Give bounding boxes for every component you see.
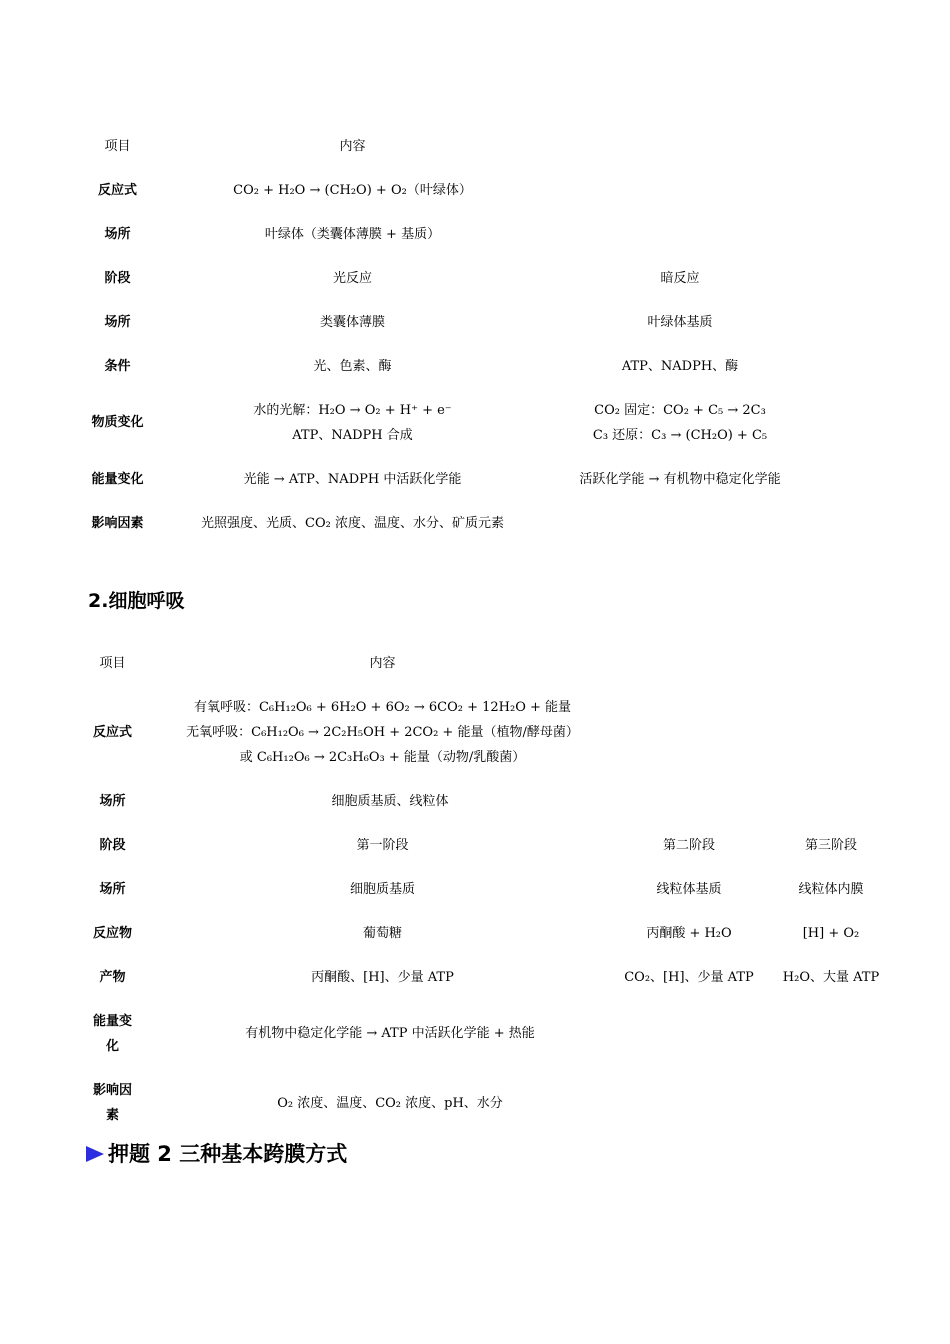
rs-product-s1: 丙酮酸、[H]、少量 ATP bbox=[311, 970, 454, 985]
ps-reaction-label: 反应式 bbox=[97, 183, 137, 198]
rs-stage-site-label: 场所 bbox=[99, 882, 126, 897]
ps-stage-site-light: 类囊体薄膜 bbox=[319, 315, 385, 330]
ps-stage-label: 阶段 bbox=[104, 271, 131, 286]
ps-energy-dark: 活跃化学能 → 有机物中稳定化学能 bbox=[579, 472, 781, 487]
ps-stage-site-label: 场所 bbox=[104, 315, 131, 330]
ps-energy-label: 能量变化 bbox=[91, 472, 144, 487]
rs-stage-site-s1: 细胞质基质 bbox=[349, 882, 415, 897]
rs-stage-site-s3: 线粒体内膜 bbox=[798, 882, 864, 897]
rs-site-value: 细胞质基质、线粒体 bbox=[331, 794, 449, 809]
rs-reactant-label: 反应物 bbox=[92, 926, 132, 941]
rs-reaction-line2: 无氧呼吸：C₆H₁₂O₆ → 2C₂H₅OH + 2CO₂ + 能量（植物/酵母菌） bbox=[186, 725, 579, 740]
ps-condition-label: 条件 bbox=[104, 359, 131, 374]
rs-reactant-s1: 葡萄糖 bbox=[362, 926, 402, 941]
rs-reactant-s3: [H] + O₂ bbox=[802, 926, 860, 941]
ps-material-dark-1: CO₂ 固定：CO₂ + C₅ → 2C₃ bbox=[594, 403, 766, 418]
ps-header-label: 项目 bbox=[104, 139, 131, 154]
ps-condition-light: 光、色素、酶 bbox=[313, 359, 392, 374]
rs-energy-value: 有机物中稳定化学能 → ATP 中活跃化学能 + 热能 bbox=[245, 1026, 535, 1041]
ps-stage-dark: 暗反应 bbox=[660, 271, 700, 286]
ps-material-light-1: 水的光解：H₂O → O₂ + H⁺ + e⁻ bbox=[253, 403, 452, 418]
rs-product-s3: H₂O、大量 ATP bbox=[782, 970, 880, 985]
rs-factors-label-2: 素 bbox=[105, 1108, 119, 1123]
section-title-respiration: 2.细胞呼吸 bbox=[88, 590, 185, 612]
rs-reaction-line3: 或 C₆H₁₂O₆ → 2C₃H₆O₃ + 能量（动物/乳酸菌） bbox=[239, 750, 526, 765]
rs-stage-s1: 第一阶段 bbox=[356, 838, 409, 853]
rs-energy-label-1: 能量变 bbox=[92, 1014, 132, 1029]
rs-stage-s3: 第三阶段 bbox=[804, 838, 857, 853]
topic-title-text: 押题 2 三种基本跨膜方式 bbox=[108, 1142, 348, 1166]
rs-product-label: 产物 bbox=[99, 970, 126, 985]
rs-header-content: 内容 bbox=[369, 656, 396, 671]
rs-header-label: 项目 bbox=[99, 656, 126, 671]
rs-factors-label-1: 影响因 bbox=[92, 1083, 132, 1098]
ps-stage-light: 光反应 bbox=[332, 271, 372, 286]
rs-factors-value: O₂ 浓度、温度、CO₂ 浓度、pH、水分 bbox=[277, 1096, 503, 1111]
ps-condition-dark: ATP、NADPH、酶 bbox=[621, 359, 739, 374]
ps-material-light-2: ATP、NADPH 合成 bbox=[292, 428, 413, 443]
rs-stage-site-s2: 线粒体基质 bbox=[656, 882, 722, 897]
rs-reactant-s2: 丙酮酸 + H₂O bbox=[646, 926, 732, 941]
topic-heading bbox=[86, 1140, 347, 1168]
ps-material-label: 物质变化 bbox=[91, 415, 144, 430]
rs-reaction-label: 反应式 bbox=[92, 725, 132, 740]
ps-header-content: 内容 bbox=[339, 139, 366, 154]
rs-product-s2: CO₂、[H]、少量 ATP bbox=[624, 970, 754, 985]
ps-reaction-value: CO₂ + H₂O → (CH₂O) + O₂（叶绿体） bbox=[233, 183, 472, 198]
ps-material-dark-2: C₃ 还原：C₃ → (CH₂O) + C₅ bbox=[592, 428, 768, 443]
ps-energy-light: 光能 → ATP、NADPH 中活跃化学能 bbox=[243, 472, 462, 487]
rs-site-label: 场所 bbox=[99, 794, 126, 809]
rs-energy-label-2: 化 bbox=[105, 1039, 119, 1054]
ps-stage-site-dark: 叶绿体基质 bbox=[647, 315, 713, 330]
ps-factors-label: 影响因素 bbox=[91, 516, 144, 531]
triangle-marker-icon bbox=[86, 1146, 104, 1162]
ps-site-label: 场所 bbox=[104, 227, 131, 242]
rs-reaction-line1: 有氧呼吸：C₆H₁₂O₆ + 6H₂O + 6O₂ → 6CO₂ + 12H₂O + 能量 bbox=[193, 700, 572, 715]
ps-site-value: 叶绿体（类囊体薄膜 + 基质） bbox=[264, 227, 441, 242]
rs-stage-label: 阶段 bbox=[99, 838, 126, 853]
ps-factors-value: 光照强度、光质、CO₂ 浓度、温度、水分、矿质元素 bbox=[201, 516, 504, 531]
rs-stage-s2: 第二阶段 bbox=[662, 838, 715, 853]
